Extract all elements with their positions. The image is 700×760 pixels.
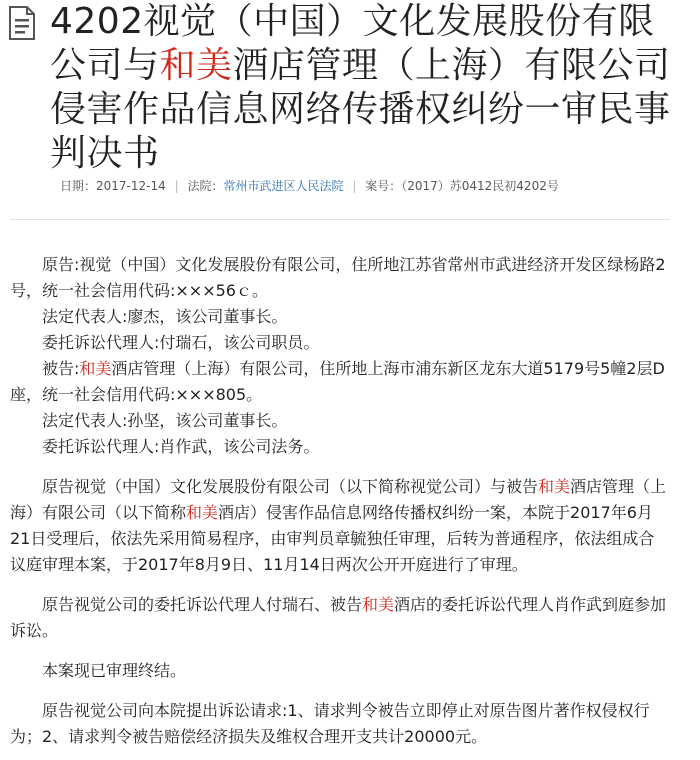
paragraph-defendant <box>10 356 670 408</box>
page-title <box>50 0 690 176</box>
case-label: 案号： <box>365 179 402 193</box>
paragraph-defendant-agent: 委托诉讼代理人:肖作武，该公司法务。 <box>42 437 320 456</box>
document-icon <box>8 6 36 40</box>
paragraph-plaintiff-agent: 委托诉讼代理人:付瑞石，该公司职员。 <box>42 333 320 352</box>
case-value: （2017）苏0412民初4202号 <box>401 179 559 193</box>
highlight: 和美 <box>186 503 219 522</box>
text: 原告视觉公司的委托诉讼代理人付瑞石、被告 <box>42 595 363 614</box>
court-label: 法院： <box>187 179 224 193</box>
paragraph-plaintiff: 原告:视觉（中国）文化发展股份有限公司，住所地江苏省常州市武进经济开发区绿杨路2号，统一社会信用代码:×××56ｃ。 <box>10 255 666 300</box>
paragraph-concluded: 本案现已审理终结。 <box>42 661 187 680</box>
highlight: 和美 <box>79 359 112 378</box>
meta-separator: | <box>174 179 179 193</box>
meta-separator: | <box>352 179 357 193</box>
paragraph-plaintiff-rep: 法定代表人:廖杰，该公司董事长。 <box>42 307 288 326</box>
date-value: 2017-12-14 <box>96 179 166 193</box>
title-text-2: 酒店管理（上海）有限公司侵害作品信息网络传播权纠纷一审民事判决书 <box>50 45 671 174</box>
court-link[interactable]: 常州市武进区人民法院 <box>223 179 344 193</box>
text: 原告视觉（中国）文化发展股份有限公司（以下简称视觉公司）与被告 <box>42 477 539 496</box>
date-label: 日期： <box>60 179 97 193</box>
document-body <box>10 252 670 750</box>
divider <box>10 219 670 220</box>
title-highlight: 和美 <box>159 45 233 86</box>
paragraph-case-summary <box>10 474 670 578</box>
text: 酒店管理（上海）有限公司，住所地上海市浦东新区龙东大道5179号5幢2层D座，统一社会信用代码:×××805。 <box>10 359 665 404</box>
text: 酒店的委托诉讼代理人肖作武到庭参加诉讼。 <box>10 595 667 640</box>
title-text-1: 4202视觉（中国）文化发展股份有限公司与 <box>50 1 655 86</box>
paragraph-defendant-rep: 法定代表人:孙坚，该公司董事长。 <box>42 411 288 430</box>
text: 酒店管理（上海）有限公司（以下简称 <box>10 477 667 522</box>
text: 被告: <box>42 359 80 378</box>
meta-bar <box>60 177 680 194</box>
paragraph-claims: 原告视觉公司向本院提出诉讼请求:1、请求判令被告立即停止对原告图片著作权侵权行为；2、请求判令被告赔偿经济损失及维权合理开支共计20000元。 <box>10 701 650 746</box>
text: 酒店）侵害作品信息网络传播权纠纷一案，本院于2017年6月21日受理后，依法先采用简易程序，由审判员章毓独任审理，后转为普通程序，依法组成合议庭审理本案，于2017年8月9日、11月14日两次公开开庭进行了审理。 <box>10 503 655 574</box>
paragraph-attendance <box>10 592 670 644</box>
highlight: 和美 <box>362 595 395 614</box>
highlight: 和美 <box>538 477 571 496</box>
